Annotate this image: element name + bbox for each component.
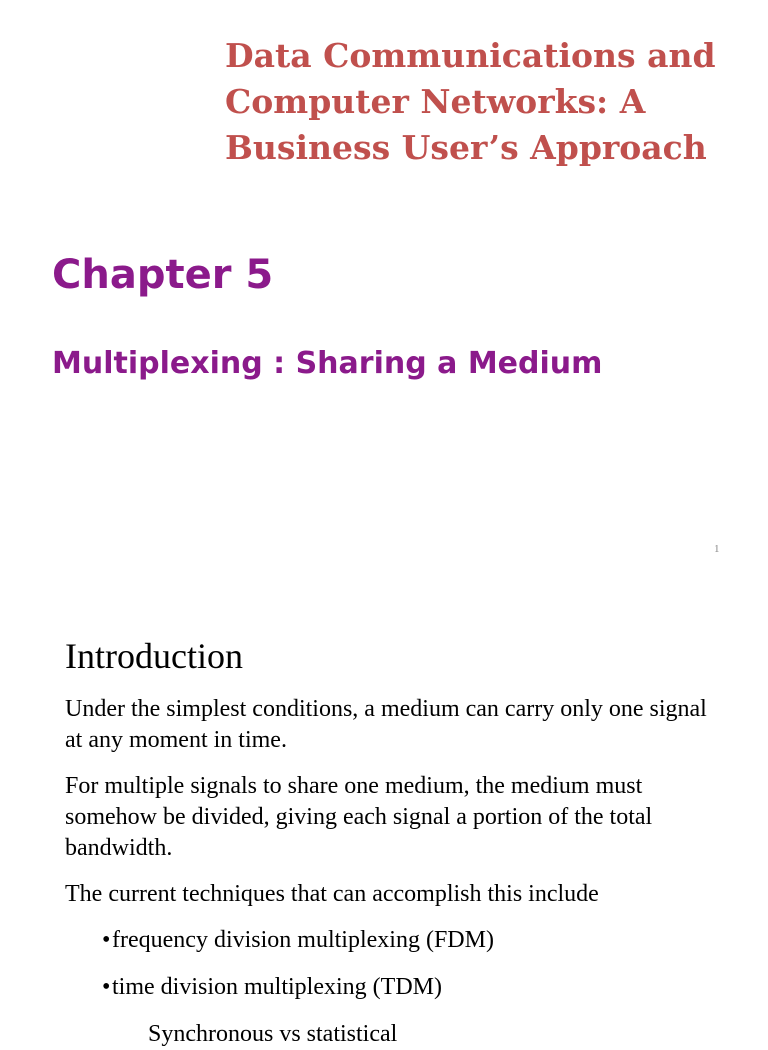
bullet-text: time division multiplexing (TDM) bbox=[112, 974, 442, 1000]
book-title-line: Computer Networks: A bbox=[225, 82, 646, 121]
bullet-text: frequency division multiplexing (FDM) bbox=[112, 927, 494, 953]
bullet-item bbox=[102, 972, 725, 1003]
chapter-subtitle: Multiplexing : Sharing a Medium bbox=[52, 346, 603, 381]
slide-heading: Introduction bbox=[65, 636, 243, 676]
book-title-line: Data Communications and bbox=[225, 36, 716, 75]
body-paragraph: For multiple signals to share one medium, the medium must somehow be divided, giving each signal a portion of the total bandwidth. bbox=[65, 773, 653, 861]
sub-bullet-list bbox=[65, 1019, 725, 1050]
page-number: 1 bbox=[714, 543, 720, 555]
bullet-icon: • bbox=[102, 927, 111, 953]
bullet-item bbox=[102, 925, 725, 956]
body-paragraph: Under the simplest conditions, a medium can carry only one signal at any moment in time. bbox=[65, 696, 707, 753]
sub-bullet-item: Synchronous vs statistical bbox=[148, 1021, 398, 1047]
chapter-title: Chapter 5 bbox=[52, 252, 274, 298]
bullet-list bbox=[65, 925, 725, 1003]
bullet-icon: • bbox=[102, 974, 111, 1000]
book-title bbox=[225, 33, 745, 171]
slide-body bbox=[65, 694, 725, 1050]
book-title-line: Business User’s Approach bbox=[225, 128, 707, 167]
body-paragraph: The current techniques that can accomplish this include bbox=[65, 881, 599, 907]
introduction-slide bbox=[0, 576, 768, 1047]
